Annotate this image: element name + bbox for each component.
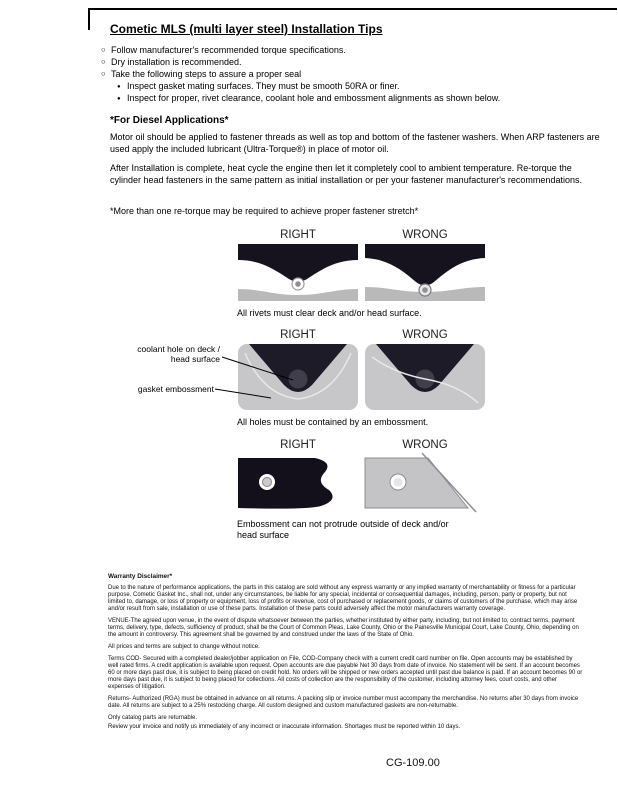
right-label-row2: RIGHT	[280, 329, 316, 341]
right-label-row3: RIGHT	[280, 439, 316, 451]
warranty-disclaimer-section	[108, 573, 584, 736]
rivet-wrong-diagram	[364, 244, 486, 301]
page-number: CG-109.00	[386, 757, 440, 769]
warranty-paragraph: All prices and terms are subject to change without notice.	[108, 644, 260, 650]
embossment-wrong-diagram	[364, 343, 486, 411]
protrusion-caption: Embossment can not protrude outside of deck and/or head surface	[237, 519, 449, 540]
warranty-heading: Warranty Disclaimer*	[108, 573, 173, 580]
tip-subitem: ● Inspect for proper, rivet clearance, coolant hole and embossment alignments as shown below.	[117, 92, 500, 104]
warranty-paragraph: Only catalog parts are returnable.	[108, 715, 198, 721]
diesel-section-heading: *For Diesel Applications*	[110, 115, 229, 126]
rivet-caption: All rivets must clear deck and/or head surface.	[237, 308, 422, 318]
rivet-right-diagram	[237, 244, 359, 301]
warranty-paragraph: Review your invoice and notify us immediately of any incorrect or inaccurate information. Shortages must be reported within 10 days.	[108, 724, 461, 730]
warranty-paragraph: Terms COD- Secured with a completed dealer/jobber application on File, COD-Company check with a current credit card number on file. Open accounts may be established by well rated firms. A credit application is available upon request. Open accounts are due payable Net 30 days from date of invoice. No statement will be sent. If an account becomes 60 or more days past due, it is subject to being placed on credit hold. No orders will be shipped or new orders accepted until past due balance is paid. If an account becomes 90 or more days past due, it is subject to being placed for collections. All costs of collection are the responsibility of the customer, including attorney fees, court costs, and other expenses of litigation.	[108, 656, 583, 690]
warranty-paragraph: VENUE-The agreed upon venue, in the event of dispute whatsoever between the parties, whether instituted by either party, including, but not limited to, contract terms, payment terms, delivery, type, defects, sufficiency of product, shall be the Court of Common Pleas, Lake County, Ohio or the Painesville Municipal Court, Lake County, Ohio, depending on the amount in controversy. This agreement shall be governed by and construed under the laws of the State of Ohio.	[108, 618, 579, 638]
page-border-left	[88, 8, 90, 30]
coolant-hole-callout-label: coolant hole on deck / head surface	[137, 344, 220, 364]
wrong-label-row2: WRONG	[402, 329, 448, 341]
retorque-note: *More than one re-torque may be required to achieve proper fastener stretch*	[110, 206, 419, 216]
wrong-label-row3: WRONG	[402, 439, 448, 451]
wrong-label-row1: WRONG	[402, 229, 448, 241]
tip-item: ○ Dry installation is recommended.	[101, 56, 500, 68]
embossment-caption: All holes must be contained by an embossment.	[237, 417, 429, 427]
tip-item: ○ Take the following steps to assure a proper seal	[101, 68, 500, 80]
protrusion-right-diagram	[237, 452, 359, 514]
protrusion-wrong-diagram	[364, 452, 486, 514]
tips-list	[101, 44, 500, 104]
warranty-paragraph: Returns- Authorized (RGA) must be obtained in advance on all returns. A packing slip or invoice number must accompany the merchandise. No returns after 30 days from invoice date. All returns are subject to a 25% restocking charge. All custom designed and custom manufactured gaskets are non-returnable.	[108, 696, 579, 709]
diesel-paragraph-2: After Installation is complete, heat cycle the engine then let it completely cool to ambient temperature. Re-torque the cylinder head fasteners in the same pattern as initial installation or per your fastener manufacturer's recommendations.	[110, 163, 582, 185]
right-label-row1: RIGHT	[280, 229, 316, 241]
warranty-paragraph: Due to the nature of performance applications, the parts in this catalog are sold without any express warranty or any implied warranty of merchantability or fitness for a particular purpose. Cometic Gasket Inc., shall not, under any circumstances, be liable for any special, incidental or consequential damages, including, person, party or property, but not limited to, damage, or loss of property or equipment, loss of profits or revenue, cost of purchased or replacement goods, or claims of customers of the purchase, which may arise and/or result from sale, installation or use of these parts. Installation of these parts could adversely affect the motor manufacturers warranty coverage.	[108, 585, 578, 612]
tip-item: ○ Follow manufacturer's recommended torque specifications.	[101, 44, 500, 56]
page-title: Cometic MLS (multi layer steel) Installation Tips	[110, 22, 383, 36]
diesel-paragraph-1: Motor oil should be applied to fastener threads as well as top and bottom of the fastener washers. When ARP fasteners are used apply the included lubricant (Ultra-Torque®) in place of motor oil.	[110, 132, 600, 154]
page-border-top	[88, 8, 617, 10]
gasket-embossment-callout-label: gasket embossment	[137, 384, 214, 394]
tip-subitem: ● Inspect gasket mating surfaces. They must be smooth 50RA or finer.	[117, 80, 500, 92]
embossment-right-diagram	[237, 343, 359, 411]
